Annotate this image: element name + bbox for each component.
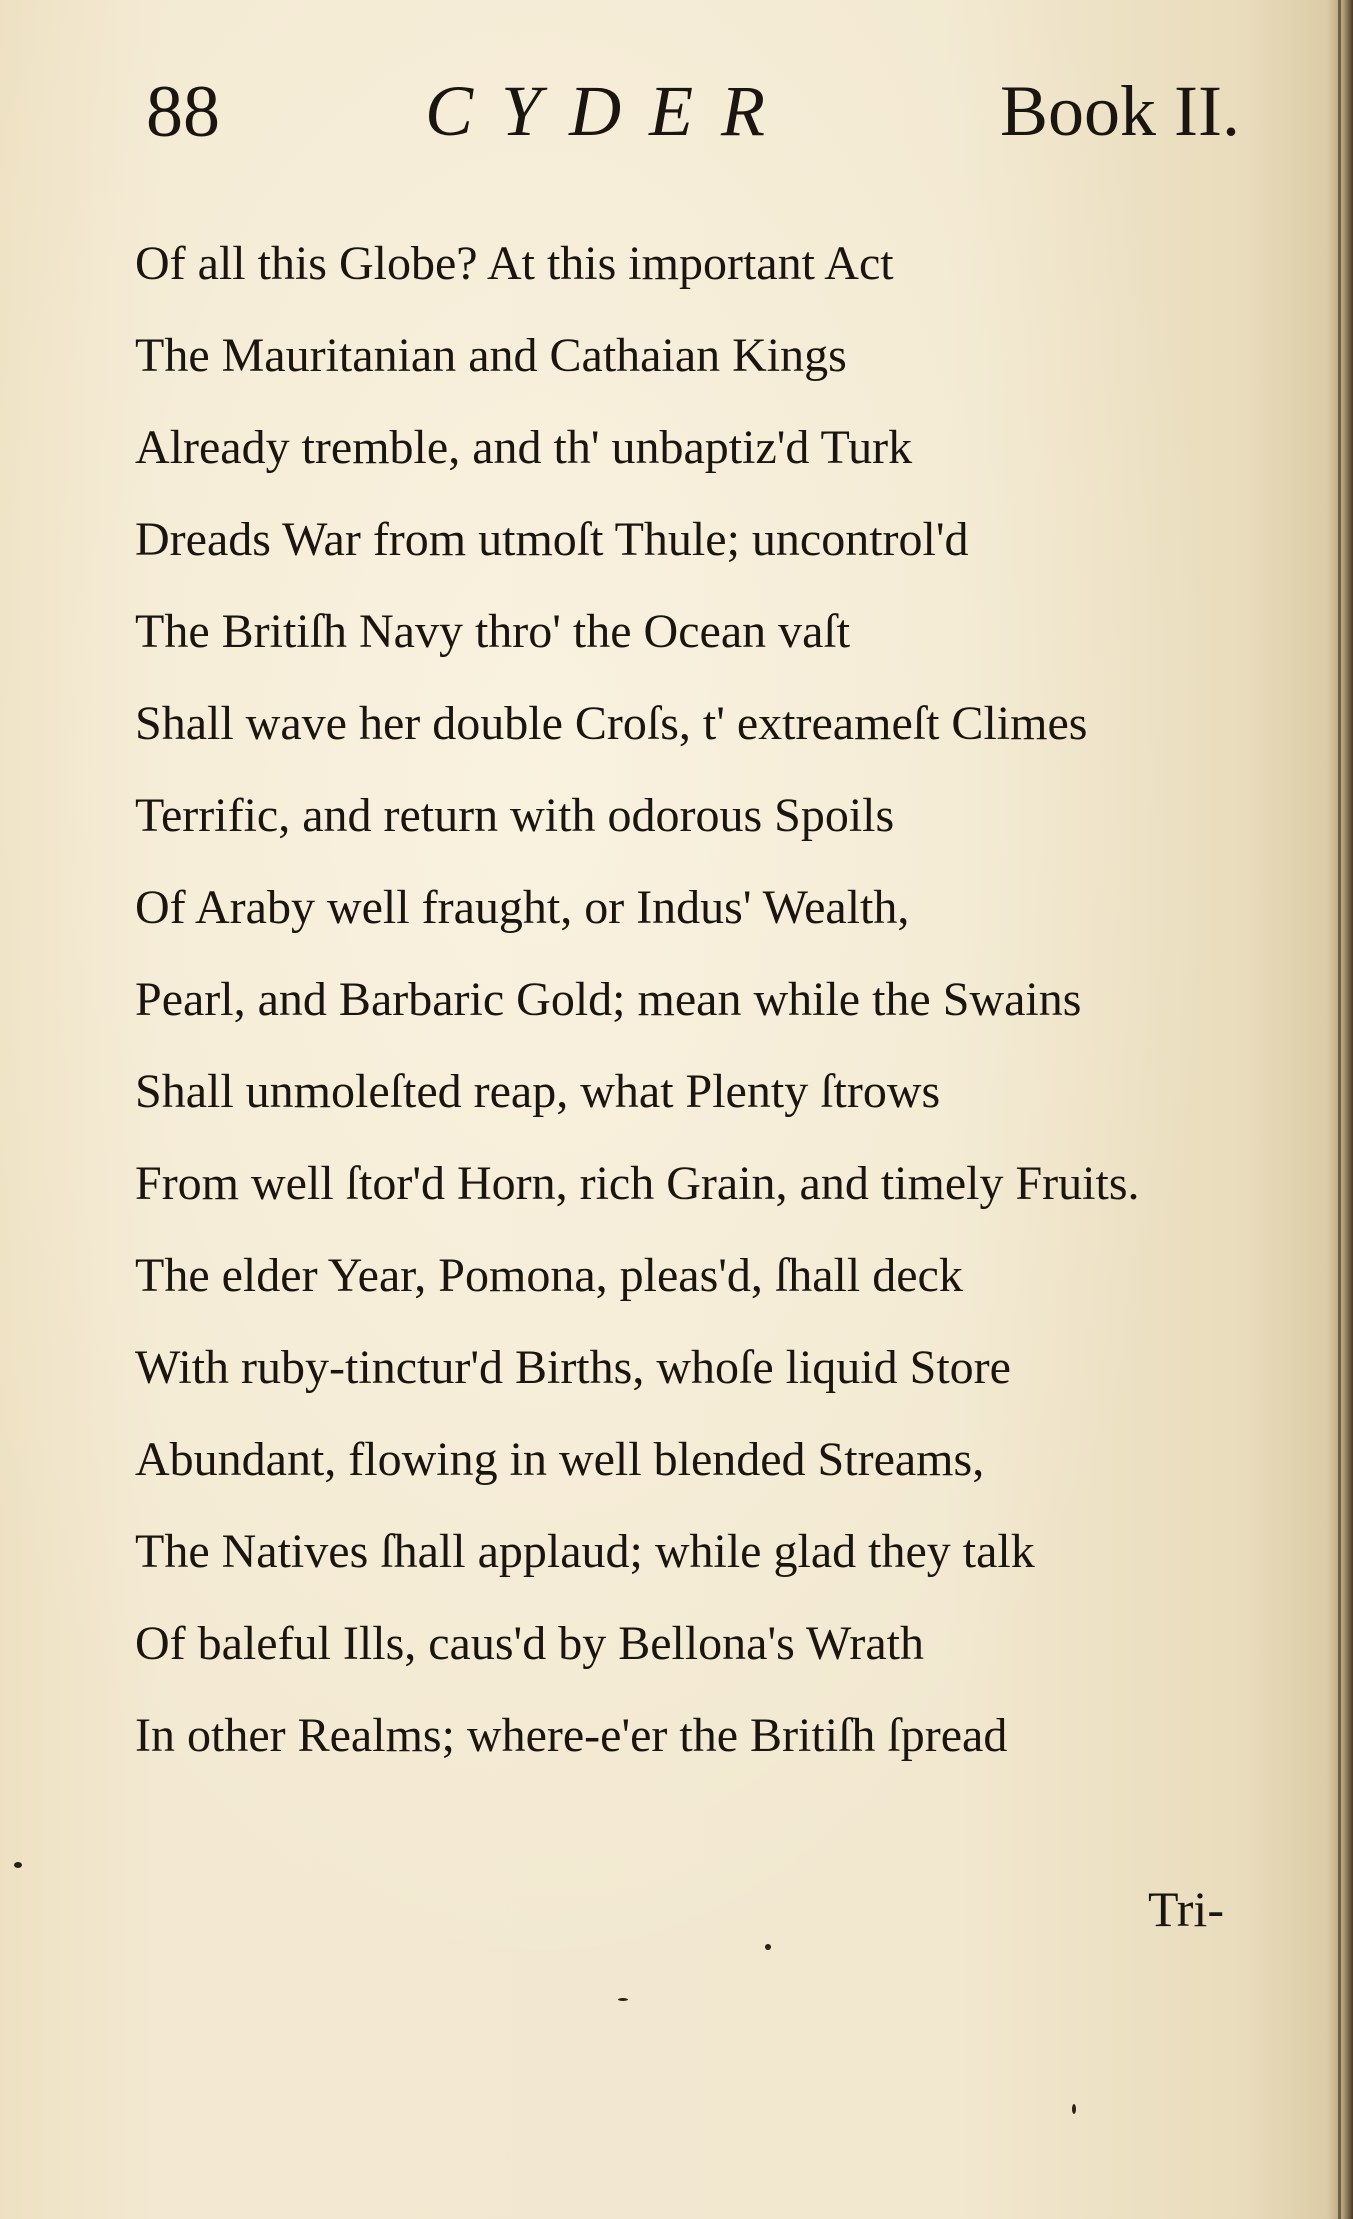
verse-line: Of Araby well fraught, or Indus' Wealth,	[135, 881, 910, 934]
verse-line: Dreads War from utmoſt Thule; uncontrol'd	[135, 513, 969, 566]
verse-line: From well ſtor'd Horn, rich Grain, and timely Fruits.	[135, 1157, 1140, 1210]
catchword: Tri-	[1148, 1881, 1224, 1937]
verse-line: In other Realms; where-e'er the Britiſh ſpread	[135, 1709, 1008, 1762]
verse-line: Shall unmoleſted reap, what Plenty ſtrows	[135, 1065, 941, 1118]
verse-line: With ruby-tinctur'd Births, whoſe liquid Store	[135, 1341, 1011, 1394]
ink-speck	[618, 1998, 628, 2001]
ink-speck	[1072, 2104, 1076, 2114]
verse-line: The elder Year, Pomona, pleas'd, ſhall deck	[135, 1249, 963, 1302]
verse-text	[135, 218, 1245, 1782]
verse-line: Terrific, and return with odorous Spoils	[135, 789, 895, 842]
book-label: Book II.	[1000, 71, 1240, 151]
verse-line: Abundant, flowing in well blended Streams,	[135, 1433, 985, 1486]
running-title: CYDER	[425, 71, 794, 151]
ink-speck	[14, 1862, 22, 1868]
ink-speck	[765, 1944, 771, 1950]
verse-line: Pearl, and Barbaric Gold; mean while the Swains	[135, 973, 1082, 1026]
running-header	[140, 70, 1250, 180]
verse-line: The Mauritanian and Cathaian Kings	[135, 329, 847, 382]
page-edge	[1338, 0, 1341, 2219]
verse-line: Shall wave her double Croſs, t' extreameſt Climes	[135, 697, 1088, 750]
verse-line: Of all this Globe? At this important Act	[135, 237, 894, 290]
verse-line: The Natives ſhall applaud; while glad they talk	[135, 1525, 1035, 1578]
page-number: 88	[146, 71, 220, 153]
verse-line: Already tremble, and th' unbaptiz'd Turk	[135, 421, 913, 474]
verse-line: Of baleful Ills, caus'd by Bellona's Wrath	[135, 1617, 924, 1670]
verse-line: The Britiſh Navy thro' the Ocean vaſt	[135, 605, 851, 658]
